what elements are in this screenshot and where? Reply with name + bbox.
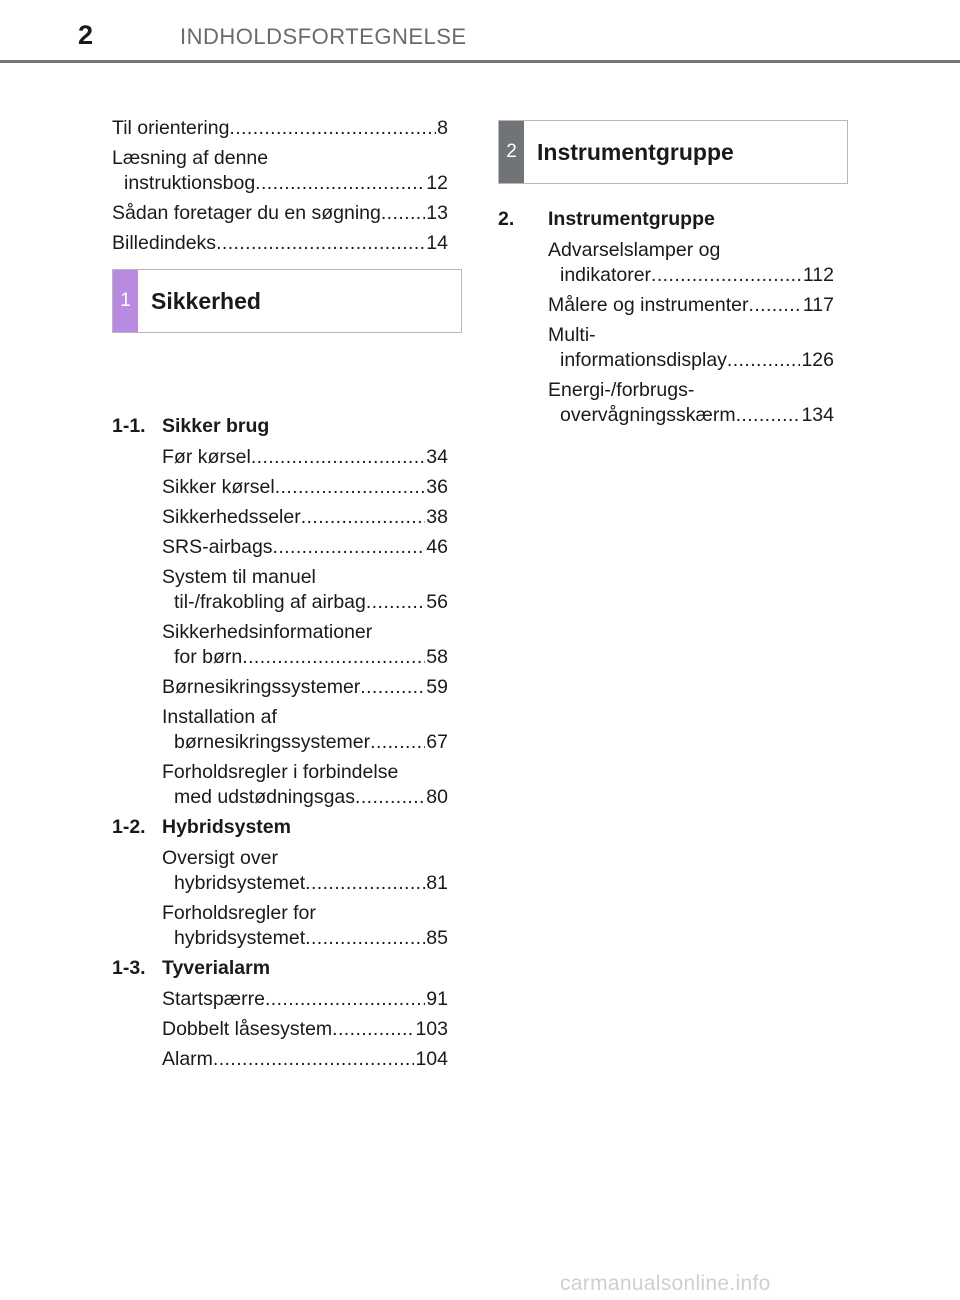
toc-entry-text: Før kørsel <box>162 446 251 468</box>
toc-entry-line <box>112 116 448 141</box>
dot-leader <box>305 871 425 896</box>
toc-entry-text: Læsning af denne <box>112 147 269 169</box>
toc-page-number: 58 <box>426 646 448 668</box>
toc-entry-text: Dobbelt låsesystem <box>162 1018 333 1040</box>
dot-leader <box>736 403 801 428</box>
toc-entry[interactable] <box>112 116 448 141</box>
chapter-number: 1-3. <box>112 957 146 979</box>
toc-entry-line <box>162 645 448 670</box>
toc-entry-line <box>162 1047 448 1072</box>
toc-page-number: 59 <box>426 676 448 698</box>
toc-entry-text: hybridsystemet <box>174 872 306 894</box>
toc-entry-line <box>548 348 834 373</box>
toc-entry[interactable] <box>498 238 834 288</box>
toc-entry-text: Startspærre <box>162 988 265 1010</box>
toc-entry[interactable] <box>112 505 448 530</box>
section1-banner[interactable] <box>112 269 462 333</box>
toc-entry[interactable] <box>112 445 448 470</box>
toc-entry-text: hybridsystemet <box>174 927 306 949</box>
toc-entry-text: System til manuel <box>162 566 316 588</box>
toc-entry[interactable] <box>112 1017 448 1042</box>
chapter-heading[interactable] <box>498 207 834 232</box>
toc-entry[interactable] <box>112 565 448 615</box>
toc-page-number: 67 <box>426 731 448 753</box>
toc-entry[interactable] <box>112 475 448 500</box>
chapter-title: Hybridsystem <box>162 816 291 838</box>
toc-entry-text: for børn <box>174 646 243 668</box>
toc-entry[interactable] <box>498 378 834 428</box>
toc-page-number: 91 <box>426 988 448 1010</box>
dot-leader <box>275 475 426 500</box>
dot-leader <box>229 116 436 141</box>
toc-entry-text: Sikker kørsel <box>162 476 275 498</box>
left-column <box>112 116 448 1077</box>
toc-page-number: 104 <box>415 1048 448 1070</box>
toc-entry-line <box>162 505 448 530</box>
toc-entry-line <box>162 535 448 560</box>
toc-entry-text: Advarselslamper og <box>548 239 721 261</box>
toc-entry[interactable] <box>112 675 448 700</box>
toc-entry-line <box>112 201 448 226</box>
toc-entry-line <box>162 1017 448 1042</box>
dot-leader <box>273 535 426 560</box>
chapter-heading[interactable] <box>112 414 448 439</box>
toc-entry-text: Installation af <box>162 706 277 728</box>
dot-leader <box>332 1017 414 1042</box>
dot-leader <box>355 785 425 810</box>
toc-entry-text: til-/frakobling af airbag <box>174 591 366 613</box>
toc-entry-text: Forholdsregler i forbindelse <box>162 761 399 783</box>
section1-tab: 1 <box>113 270 138 332</box>
toc-entry-line <box>112 231 448 256</box>
dot-leader <box>360 675 425 700</box>
toc-entry-text: Energi-/forbrugs- <box>548 379 695 401</box>
toc-entry[interactable] <box>112 620 448 670</box>
toc-entry-line <box>548 263 834 288</box>
toc-entry-text: Alarm <box>162 1048 213 1070</box>
chapter-heading[interactable] <box>112 815 448 840</box>
toc-entry-line <box>162 846 448 871</box>
toc-entry-text: instruktionsbog <box>124 172 256 194</box>
toc-entry[interactable] <box>112 705 448 755</box>
toc-entry-line <box>162 871 448 896</box>
dot-leader <box>651 263 802 288</box>
toc-entry-line <box>548 403 834 428</box>
toc-entry[interactable] <box>112 231 448 256</box>
toc-entry-line <box>162 620 448 645</box>
dot-leader <box>381 201 425 226</box>
toc-entry-line <box>162 445 448 470</box>
toc-entry-text: Børnesikringssystemer <box>162 676 361 698</box>
toc-entry-text: indikatorer <box>560 264 652 286</box>
toc-entry[interactable] <box>498 323 834 373</box>
toc-entry[interactable] <box>112 760 448 810</box>
dot-leader <box>727 348 801 373</box>
toc-entry-text: med udstødningsgas <box>174 786 356 808</box>
section2-title: Instrumentgruppe <box>537 138 734 165</box>
section1-title: Sikkerhed <box>151 287 261 314</box>
chapter-number: 1-2. <box>112 816 146 838</box>
toc-entry-line <box>548 238 834 263</box>
toc-entry[interactable] <box>112 987 448 1012</box>
dot-leader <box>251 445 425 470</box>
dot-leader <box>242 645 425 670</box>
dot-leader <box>749 293 802 318</box>
toc-page-number: 85 <box>426 927 448 949</box>
toc-page-number: 117 <box>802 294 834 316</box>
toc-page-number: 34 <box>426 446 448 468</box>
toc-entry-text: informationsdisplay <box>560 349 727 371</box>
toc-entry-text: Forholdsregler for <box>162 902 316 924</box>
toc-entry-line <box>112 146 448 171</box>
toc-entry-text: SRS-airbags <box>162 536 273 558</box>
toc-entry-line <box>162 590 448 615</box>
section2-tab: 2 <box>499 121 524 183</box>
toc-entry-line <box>162 785 448 810</box>
toc-entry-line <box>112 171 448 196</box>
toc-entry-line <box>162 565 448 590</box>
toc-entry-line <box>162 730 448 755</box>
section1-list <box>112 414 448 1072</box>
toc-page-number: 8 <box>437 117 448 139</box>
toc-entry[interactable] <box>112 846 448 896</box>
toc-entry-text: Sikkerhedsseler <box>162 506 301 528</box>
toc-entry-text: børnesikringssystemer <box>174 731 371 753</box>
toc-page-number: 126 <box>801 349 834 371</box>
section2-banner[interactable] <box>498 120 848 184</box>
chapter-number: 2. <box>498 208 515 230</box>
dot-leader <box>216 231 425 256</box>
toc-page-number: 36 <box>426 476 448 498</box>
toc-page-number: 13 <box>426 202 448 224</box>
toc-page-number: 12 <box>426 172 448 194</box>
chapter-heading[interactable] <box>112 956 448 981</box>
toc-entry-text: Målere og instrumenter <box>548 294 749 316</box>
toc-entry-text: Sådan foretager du en søgning <box>112 202 381 224</box>
dot-leader <box>265 987 425 1012</box>
toc-entry-line <box>162 760 448 785</box>
chapter-number: 1-1. <box>112 415 146 437</box>
toc-page-number: 56 <box>426 591 448 613</box>
page-number: 2 <box>78 20 94 50</box>
toc-entry-line <box>162 901 448 926</box>
toc-entry[interactable] <box>112 901 448 951</box>
toc-entry-line <box>162 987 448 1012</box>
watermark: carmanualsonline.info <box>560 1272 771 1295</box>
dot-leader <box>255 171 425 196</box>
toc-entry-text: Billedindeks <box>112 232 217 254</box>
intro-list <box>112 116 448 256</box>
dot-leader <box>213 1047 415 1072</box>
dot-leader <box>366 590 425 615</box>
toc-entry-line <box>548 323 834 348</box>
toc-page-number: 103 <box>415 1018 448 1040</box>
header-rule <box>0 60 960 63</box>
toc-page-number: 80 <box>426 786 448 808</box>
dot-leader <box>301 505 426 530</box>
dot-leader <box>305 926 425 951</box>
toc-page-number: 46 <box>426 536 448 558</box>
right-column <box>498 207 834 433</box>
toc-entry[interactable] <box>112 146 448 196</box>
section2-list <box>498 207 834 428</box>
toc-entry-text: Oversigt over <box>162 847 278 869</box>
toc-entry-line <box>162 675 448 700</box>
toc-entry-text: Sikkerhedsinformationer <box>162 621 373 643</box>
toc-entry-line <box>162 475 448 500</box>
toc-entry[interactable] <box>498 293 834 318</box>
toc-entry-line <box>548 293 834 318</box>
dot-leader <box>370 730 425 755</box>
toc-entry-line <box>162 705 448 730</box>
toc-entry[interactable] <box>112 535 448 560</box>
chapter-title: Sikker brug <box>162 415 270 437</box>
page-header-title: INDHOLDSFORTEGNELSE <box>180 24 467 49</box>
toc-entry-line <box>548 378 834 403</box>
toc-entry[interactable] <box>112 1047 448 1072</box>
toc-page-number: 81 <box>426 872 448 894</box>
toc-page-number: 14 <box>426 232 448 254</box>
toc-entry-text: overvågningsskærm <box>560 404 736 426</box>
toc-page-number: 134 <box>801 404 834 426</box>
toc-entry-text: Multi- <box>548 324 596 346</box>
toc-entry-line <box>162 926 448 951</box>
chapter-title: Tyverialarm <box>162 957 271 979</box>
toc-entry-text: Til orientering <box>112 117 230 139</box>
toc-entry[interactable] <box>112 201 448 226</box>
toc-page-number: 38 <box>426 506 448 528</box>
chapter-title: Instrumentgruppe <box>548 208 715 230</box>
toc-page-number: 112 <box>802 264 834 286</box>
